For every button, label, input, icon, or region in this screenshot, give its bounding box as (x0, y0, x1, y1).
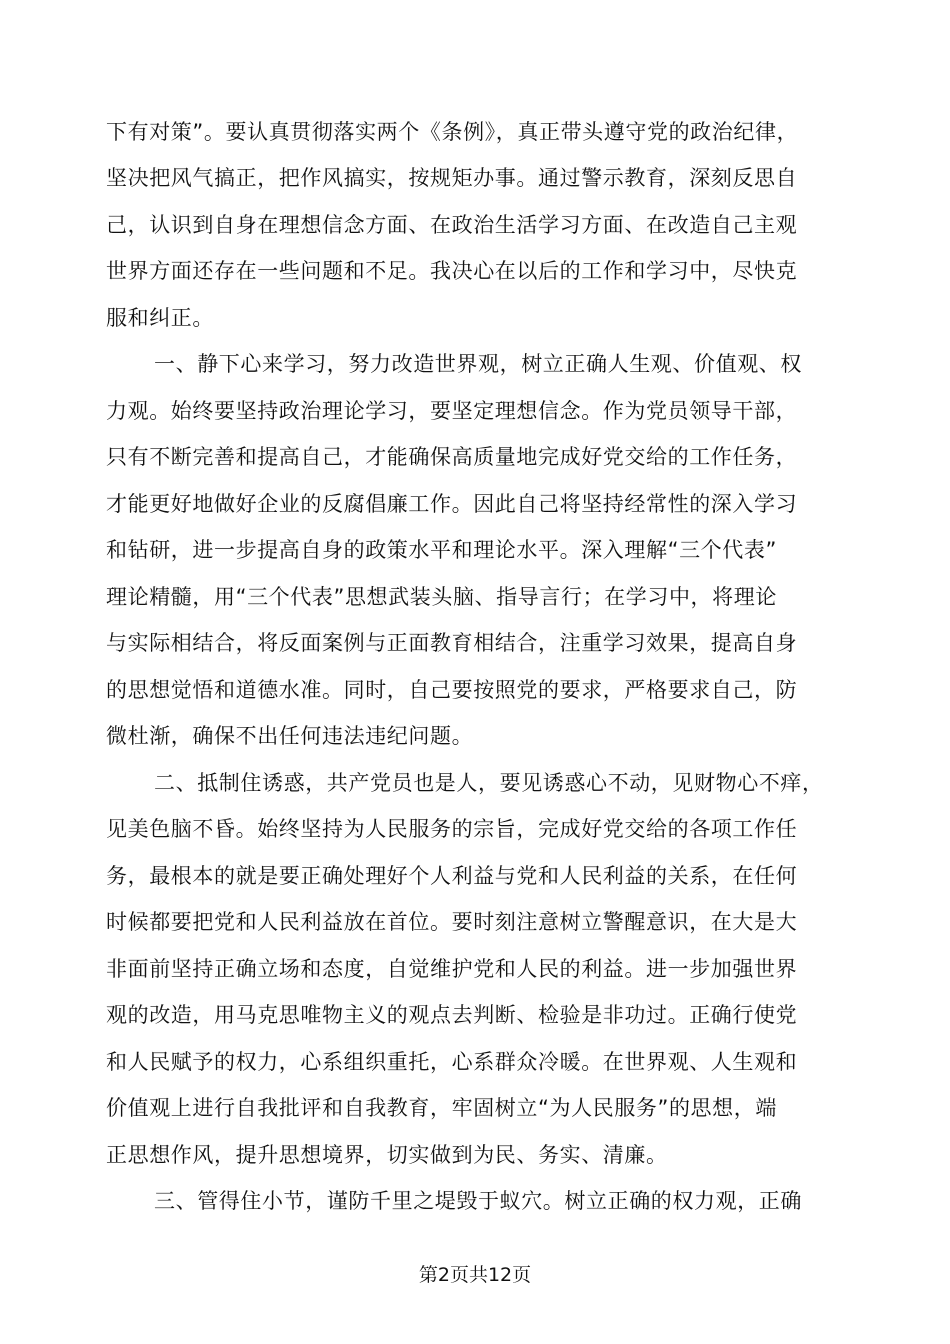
text-line: 与实际相结合，将反面案例与正面教育相结合，注重学习效果，提高自身 (106, 631, 798, 655)
text-line: 服和纠正。 (106, 306, 214, 330)
text-line: 价值观上进行自我批评和自我教育，牢固树立“为人民服务”的思想，端 (106, 1096, 777, 1120)
text-line: 的思想觉悟和道德水准。同时，自己要按照党的要求，严格要求自己，防 (106, 678, 798, 702)
text-line: 坚决把风气搞正，把作风搞实，按规矩办事。通过警示教育，深刻反思自 (106, 166, 798, 190)
text-line: 时候都要把党和人民利益放在首位。要时刻注意树立警醒意识，在大是大 (106, 910, 798, 934)
text-line: 才能更好地做好企业的反腐倡廉工作。因此自己将坚持经常性的深入学习 (106, 492, 798, 516)
text-line: 观的改造，用马克思唯物主义的观点去判断、检验是非功过。正确行使党 (106, 1003, 798, 1027)
text-line: 和人民赋予的权力，心系组织重托，心系群众冷暖。在世界观、人生观和 (106, 1050, 798, 1074)
text-line: 世界方面还存在一些问题和不足。我决心在以后的工作和学习中，尽快克 (106, 259, 798, 283)
text-line: 一、静下心来学习，努力改造世界观，树立正确人生观、价值观、权 (154, 352, 802, 376)
text-line: 见美色脑不昏。始终坚持为人民服务的宗旨，完成好党交给的各项工作任 (106, 817, 798, 841)
text-line: 只有不断完善和提高自己，才能确保高质量地完成好党交给的工作任务， (106, 445, 798, 469)
text-line: 下有对策”。要认真贯彻落实两个《条例》，真正带头遵守党的政治纪律， (106, 120, 799, 144)
text-line: 二、抵制住诱惑，共产党员也是人，要见诱惑心不动，见财物心不痒， (154, 771, 824, 795)
text-line: 三、管得住小节，谨防千里之堤毁于蚁穴。树立正确的权力观，正确 (154, 1189, 802, 1213)
text-line: 己，认识到自身在理想信念方面、在政治生活学习方面、在改造自己主观 (106, 213, 798, 237)
text-line: 非面前坚持正确立场和态度，自觉维护党和人民的利益。进一步加强世界 (106, 957, 798, 981)
page-number-footer: 第2页共12页 (418, 1264, 532, 1286)
text-line: 微杜渐，确保不出任何违法违纪问题。 (106, 724, 474, 748)
text-line: 和钻研，进一步提高自身的政策水平和理论水平。深入理解“三个代表” (106, 538, 777, 562)
text-line: 务，最根本的就是要正确处理好个人利益与党和人民利益的关系，在任何 (106, 864, 798, 888)
text-line: 力观。始终要坚持政治理论学习，要坚定理想信念。作为党员领导干部， (106, 399, 798, 423)
text-line: 正思想作风，提升思想境界，切实做到为民、务实、清廉。 (106, 1143, 668, 1167)
text-line: 理论精髓，用“三个代表”思想武装头脑、指导言行；在学习中，将理论 (106, 585, 777, 609)
